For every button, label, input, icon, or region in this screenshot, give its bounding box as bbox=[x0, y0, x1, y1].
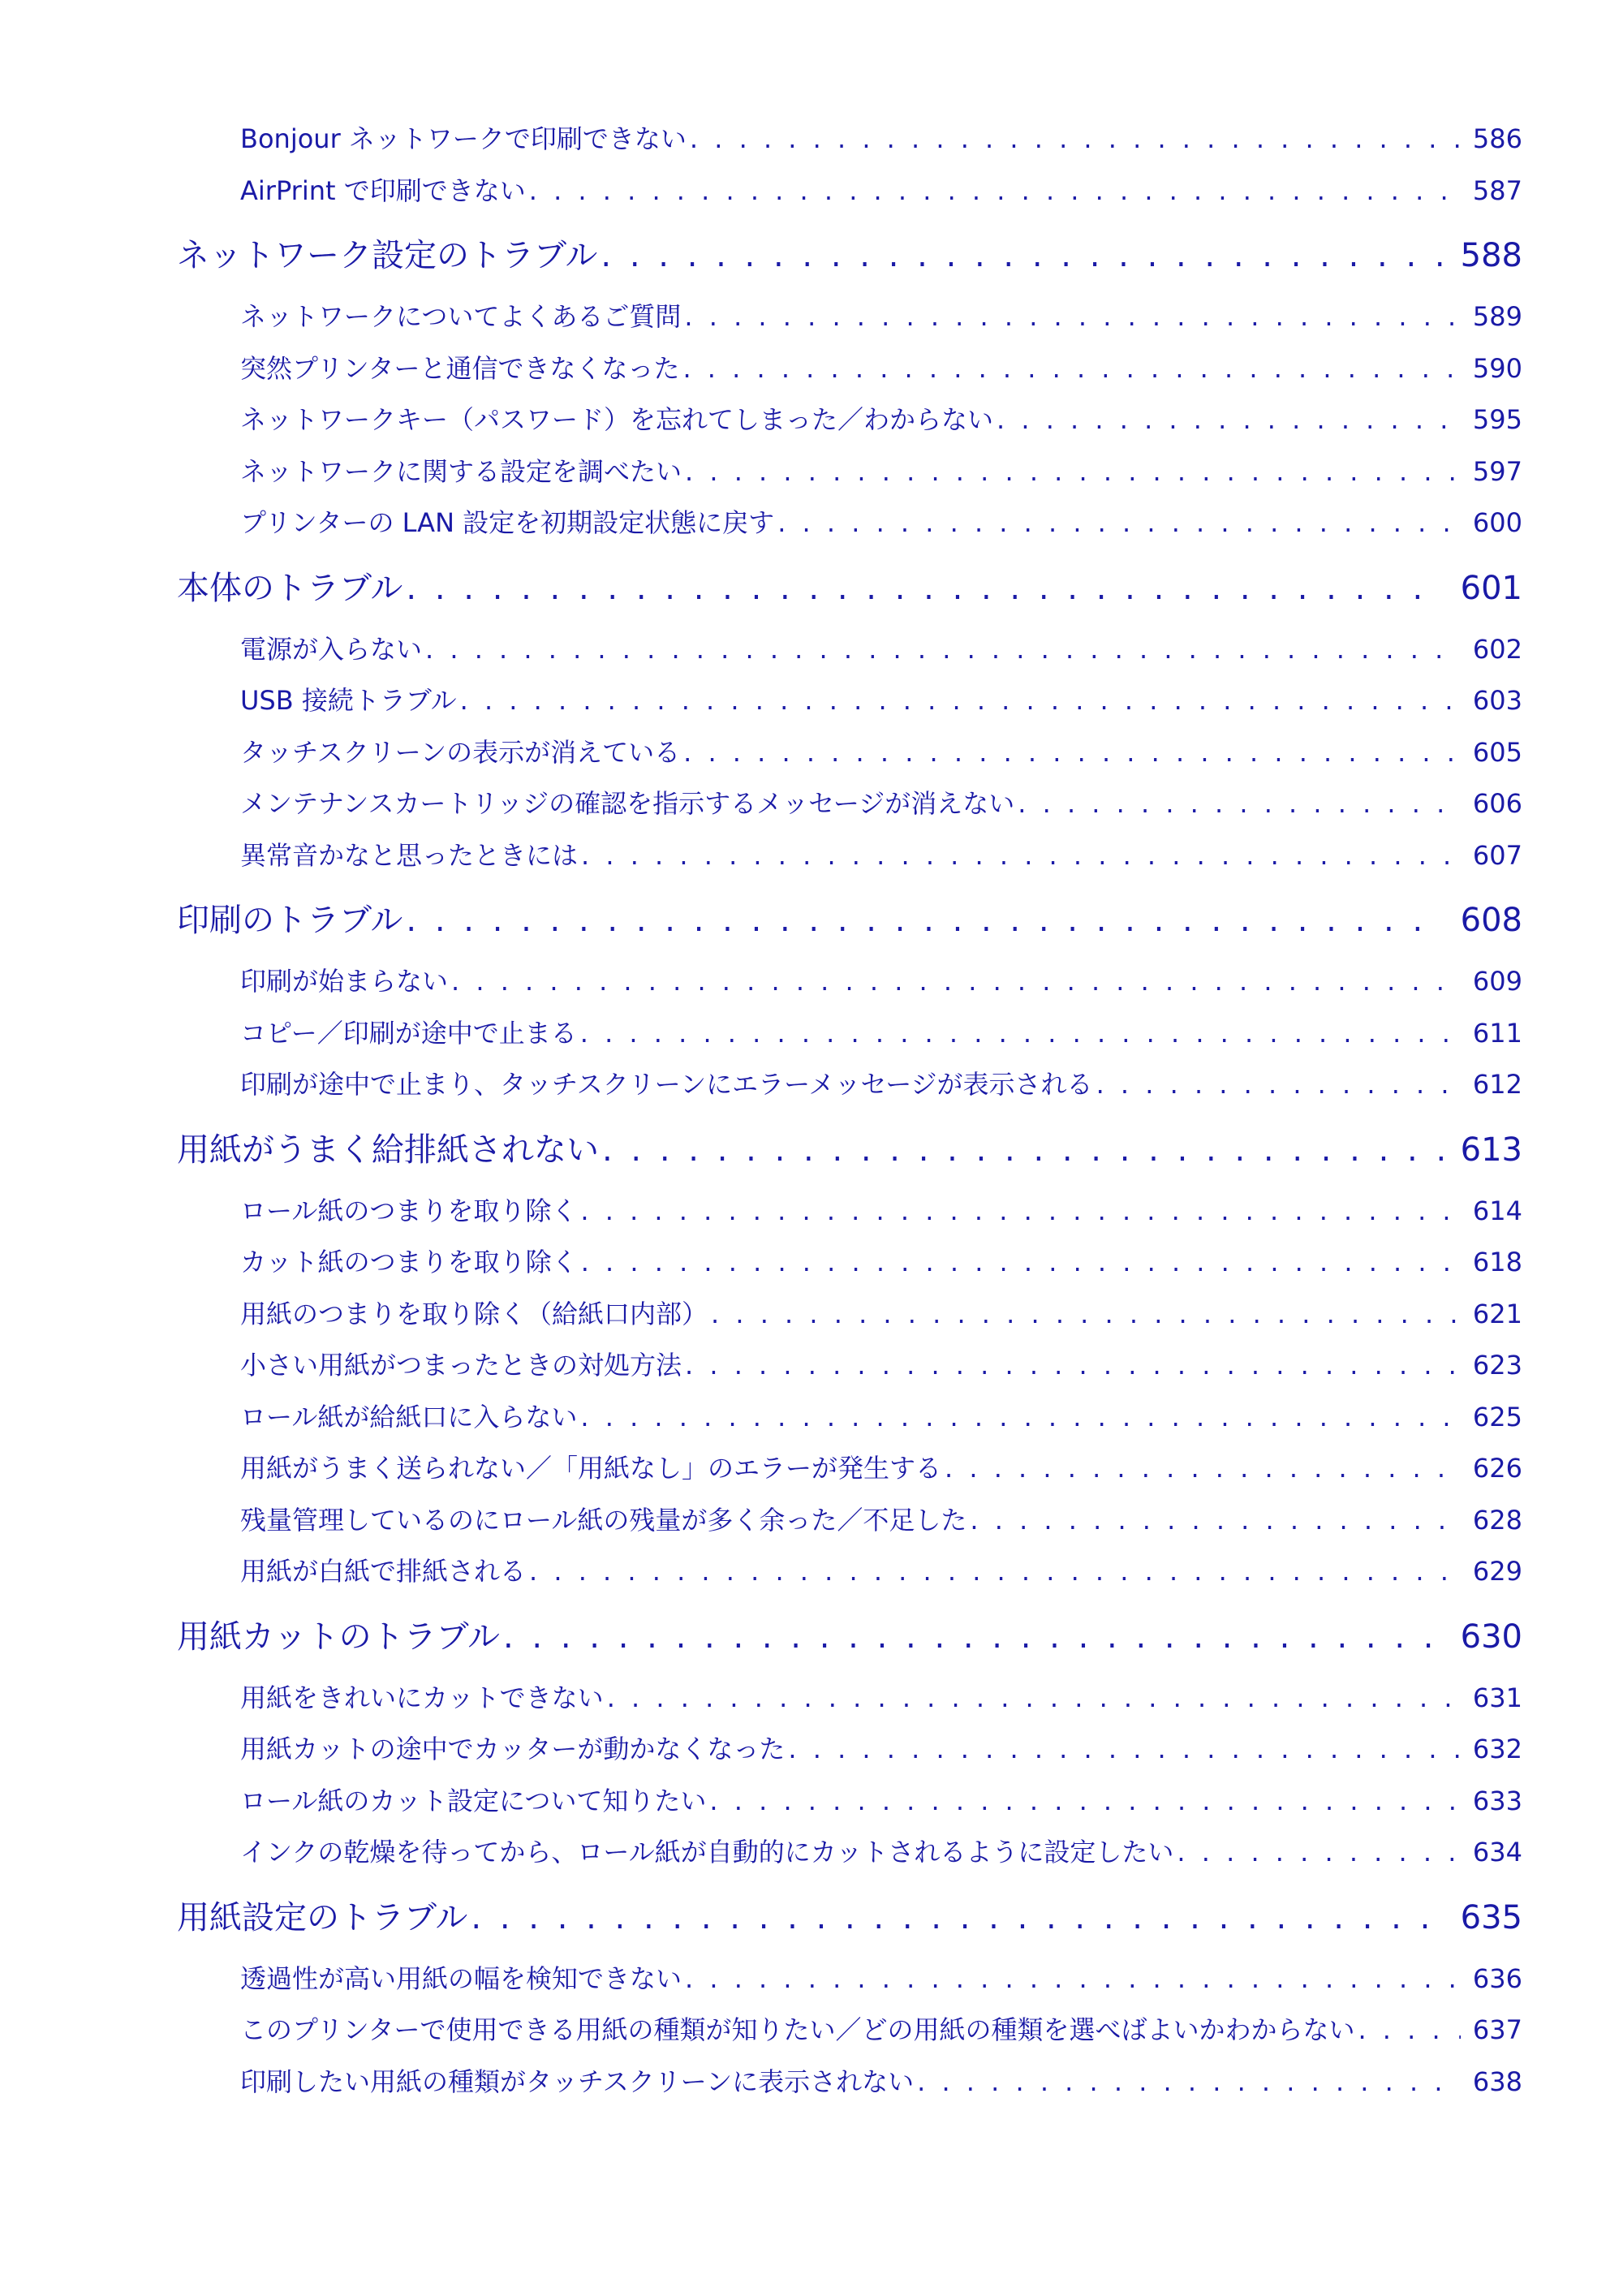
toc-entry-link[interactable] bbox=[177, 498, 1522, 549]
toc-section-link[interactable] bbox=[177, 1124, 1522, 1176]
dot-leader bbox=[1177, 1827, 1461, 1879]
toc-entry-title: 用紙がうまく給排紙されない bbox=[177, 1131, 599, 1169]
toc-page-number: 597 bbox=[1472, 455, 1522, 487]
toc-page-number: 587 bbox=[1472, 174, 1522, 206]
dot-leader bbox=[460, 675, 1461, 727]
toc-entry-link[interactable] bbox=[177, 675, 1522, 727]
toc-page-number: 605 bbox=[1472, 736, 1522, 768]
toc-entry-title: タッチスクリーンの表示が消えている bbox=[240, 736, 681, 768]
toc-entry-title: ロール紙が給紙口に入らない bbox=[240, 1401, 578, 1432]
toc-entry-title: 残量管理しているのにロール紙の残量が多く余った／不足した bbox=[240, 1504, 967, 1536]
toc-entry-title: 用紙カットのトラブル bbox=[177, 1618, 500, 1656]
dot-leader bbox=[601, 230, 1444, 282]
toc-page-number: 621 bbox=[1472, 1298, 1522, 1329]
toc-entry-link[interactable] bbox=[177, 166, 1522, 218]
toc-page-number: 625 bbox=[1472, 1401, 1522, 1432]
toc-entry-title: ネットワーク設定のトラブル bbox=[177, 237, 598, 274]
toc-page-number: 601 bbox=[1460, 569, 1522, 607]
toc-entry-title: メンテナンスカートリッジの確認を指示するメッセージが消えない bbox=[240, 788, 1015, 819]
dot-leader bbox=[690, 114, 1461, 166]
toc-entry-title: カット紙のつまりを取り除く bbox=[240, 1247, 578, 1277]
toc-entry-link[interactable] bbox=[177, 1724, 1522, 1776]
toc-page-number: 608 bbox=[1460, 902, 1522, 939]
toc-page-number: 588 bbox=[1460, 237, 1522, 274]
dot-leader bbox=[945, 1443, 1461, 1495]
toc-section-link[interactable] bbox=[177, 1611, 1522, 1663]
toc-page-number: 609 bbox=[1472, 966, 1522, 997]
toc-entry-title: 本体のトラブル bbox=[177, 569, 403, 607]
toc-page-number: 626 bbox=[1472, 1453, 1522, 1484]
toc-entry-title: 用紙のつまりを取り除く（給紙口内部） bbox=[240, 1298, 708, 1329]
toc-entry-title: Bonjour ネットワークで印刷できない bbox=[240, 123, 687, 154]
dot-leader bbox=[682, 343, 1461, 395]
toc-entry-link[interactable] bbox=[177, 1289, 1522, 1341]
toc-entry-title: 用紙カットの途中でカッターが動かなくなった bbox=[240, 1734, 786, 1764]
toc-page-number: 613 bbox=[1460, 1131, 1522, 1169]
dot-leader bbox=[1018, 778, 1461, 830]
toc-page-number: 612 bbox=[1472, 1069, 1522, 1100]
toc-section-link[interactable] bbox=[177, 230, 1522, 282]
dot-leader bbox=[425, 624, 1461, 676]
toc-page-number: 595 bbox=[1472, 404, 1522, 435]
toc-entry-title: このプリンターで使用できる用紙の種類が知りたい／どの用紙の種類を選べばよいかわからない bbox=[240, 2014, 1355, 2045]
toc-entry-title: 電源が入らない bbox=[240, 633, 423, 665]
dot-leader bbox=[580, 1186, 1461, 1238]
dot-leader bbox=[685, 446, 1461, 498]
dot-leader bbox=[685, 1954, 1461, 2005]
toc-page-number: 590 bbox=[1472, 352, 1522, 384]
toc-entry-link[interactable] bbox=[177, 2057, 1522, 2109]
toc-entry-link[interactable] bbox=[177, 778, 1522, 830]
dot-leader bbox=[709, 1776, 1461, 1828]
dot-leader bbox=[685, 1340, 1461, 1392]
table-of-contents bbox=[177, 114, 1522, 2108]
toc-page-number: 635 bbox=[1460, 1898, 1522, 1936]
dot-leader bbox=[683, 727, 1461, 779]
toc-page-number: 589 bbox=[1472, 301, 1522, 332]
dot-leader bbox=[406, 894, 1444, 946]
dot-leader bbox=[471, 1892, 1444, 1944]
toc-entry-link[interactable] bbox=[177, 1340, 1522, 1392]
toc-entry-link[interactable] bbox=[177, 830, 1522, 882]
toc-entry-link[interactable] bbox=[177, 1392, 1522, 1444]
dot-leader bbox=[970, 1495, 1461, 1547]
toc-page-number: 618 bbox=[1472, 1247, 1522, 1277]
toc-entry-title: 印刷が途中で止まり、タッチスクリーンにエラーメッセージが表示される bbox=[240, 1069, 1093, 1100]
dot-leader bbox=[917, 2057, 1461, 2109]
dot-leader bbox=[451, 956, 1461, 1008]
toc-entry-title: インクの乾燥を待ってから、ロール紙が自動的にカットされるように設定したい bbox=[240, 1837, 1174, 1867]
toc-entry-title: AirPrint で印刷できない bbox=[240, 174, 526, 206]
toc-entry-link[interactable] bbox=[177, 624, 1522, 676]
toc-entry-link[interactable] bbox=[177, 1237, 1522, 1289]
toc-page-number: 586 bbox=[1472, 123, 1522, 154]
toc-entry-title: 用紙がうまく送られない／「用紙なし」のエラーが発生する bbox=[240, 1453, 942, 1484]
dot-leader bbox=[777, 498, 1461, 549]
dot-leader bbox=[602, 1124, 1444, 1176]
toc-entry-title: 小さい用紙がつまったときの対処方法 bbox=[240, 1350, 682, 1381]
dot-leader bbox=[997, 394, 1461, 446]
dot-leader bbox=[607, 1673, 1461, 1725]
toc-section-link[interactable] bbox=[177, 1892, 1522, 1944]
toc-entry-link[interactable] bbox=[177, 1673, 1522, 1725]
toc-page-number: 632 bbox=[1472, 1734, 1522, 1764]
toc-page-number: 623 bbox=[1472, 1350, 1522, 1381]
toc-entry-link[interactable] bbox=[177, 114, 1522, 166]
toc-entry-title: 用紙をきれいにカットできない bbox=[240, 1682, 604, 1713]
dot-leader bbox=[503, 1611, 1444, 1663]
toc-page-number: 603 bbox=[1472, 685, 1522, 716]
toc-entry-title: 用紙設定のトラブル bbox=[177, 1898, 468, 1936]
toc-entry-title: 印刷のトラブル bbox=[177, 902, 403, 939]
toc-entry-link[interactable] bbox=[177, 343, 1522, 395]
toc-entry-title: ネットワークキー（パスワード）を忘れてしまった／わからない bbox=[240, 404, 994, 435]
toc-entry-link[interactable] bbox=[177, 1443, 1522, 1495]
toc-entry-link[interactable] bbox=[177, 1546, 1522, 1598]
toc-entry-link[interactable] bbox=[177, 1059, 1522, 1111]
toc-page-number: 633 bbox=[1472, 1785, 1522, 1816]
dot-leader bbox=[788, 1724, 1461, 1776]
toc-section-link[interactable] bbox=[177, 894, 1522, 946]
toc-entry-title: 用紙が白紙で排紙される bbox=[240, 1556, 527, 1587]
toc-entry-link[interactable] bbox=[177, 2005, 1522, 2057]
toc-entry-link[interactable] bbox=[177, 1008, 1522, 1060]
toc-entry-title: 印刷したい用紙の種類がタッチスクリーンに表示されない bbox=[240, 2066, 915, 2097]
toc-entry-title: USB 接続トラブル bbox=[240, 685, 457, 716]
toc-entry-link[interactable] bbox=[177, 1495, 1522, 1547]
toc-entry-link[interactable] bbox=[177, 291, 1522, 343]
toc-entry-link[interactable] bbox=[177, 1776, 1522, 1828]
toc-page-number: 638 bbox=[1472, 2066, 1522, 2097]
toc-entry-link[interactable] bbox=[177, 1186, 1522, 1238]
toc-entry-title: プリンターの LAN 設定を初期設定状態に戻す bbox=[240, 507, 775, 538]
dot-leader bbox=[529, 1546, 1461, 1598]
toc-entry-title: 透過性が高い用紙の幅を検知できない bbox=[240, 1962, 682, 1994]
toc-entry-link[interactable] bbox=[177, 446, 1522, 498]
toc-page-number: 634 bbox=[1472, 1837, 1522, 1867]
dot-leader bbox=[406, 562, 1444, 614]
dot-leader bbox=[580, 1008, 1461, 1060]
toc-entry-title: ネットワークについてよくあるご質問 bbox=[240, 301, 682, 332]
dot-leader bbox=[711, 1289, 1461, 1341]
toc-section-link[interactable] bbox=[177, 562, 1522, 614]
toc-entry-title: 印刷が始まらない bbox=[240, 966, 449, 997]
toc-page-number: 637 bbox=[1472, 2014, 1522, 2045]
dot-leader bbox=[581, 1237, 1461, 1289]
toc-entry-link[interactable] bbox=[177, 956, 1522, 1008]
toc-entry-title: 突然プリンターと通信できなくなった bbox=[240, 352, 680, 384]
toc-entry-title: ネットワークに関する設定を調べたい bbox=[240, 455, 682, 487]
dot-leader bbox=[1096, 1059, 1461, 1111]
dot-leader bbox=[1358, 2005, 1461, 2057]
toc-page-number: 614 bbox=[1472, 1195, 1522, 1226]
dot-leader bbox=[684, 291, 1461, 343]
toc-page-number: 602 bbox=[1472, 633, 1522, 665]
dot-leader bbox=[581, 830, 1461, 882]
toc-entry-link[interactable] bbox=[177, 1827, 1522, 1879]
toc-entry-title: 異常音かなと思ったときには bbox=[240, 839, 579, 871]
toc-page-number: 607 bbox=[1472, 839, 1522, 871]
dot-leader bbox=[580, 1392, 1461, 1444]
toc-entry-title: コピー／印刷が途中で止まる bbox=[240, 1017, 577, 1049]
toc-entry-link[interactable] bbox=[177, 394, 1522, 446]
toc-page-number: 628 bbox=[1472, 1504, 1522, 1536]
toc-entry-link[interactable] bbox=[177, 1954, 1522, 2005]
toc-page-number: 611 bbox=[1472, 1017, 1522, 1049]
toc-entry-link[interactable] bbox=[177, 727, 1522, 779]
toc-page-number: 636 bbox=[1472, 1962, 1522, 1994]
toc-page-number: 600 bbox=[1472, 507, 1522, 538]
toc-page-number: 631 bbox=[1472, 1682, 1522, 1713]
toc-entry-title: ロール紙のつまりを取り除く bbox=[240, 1195, 578, 1226]
dot-leader bbox=[529, 166, 1461, 218]
toc-page-number: 629 bbox=[1472, 1556, 1522, 1587]
toc-page-number: 606 bbox=[1472, 788, 1522, 819]
toc-page-number: 630 bbox=[1460, 1618, 1522, 1656]
toc-entry-title: ロール紙のカット設定について知りたい bbox=[240, 1785, 707, 1816]
